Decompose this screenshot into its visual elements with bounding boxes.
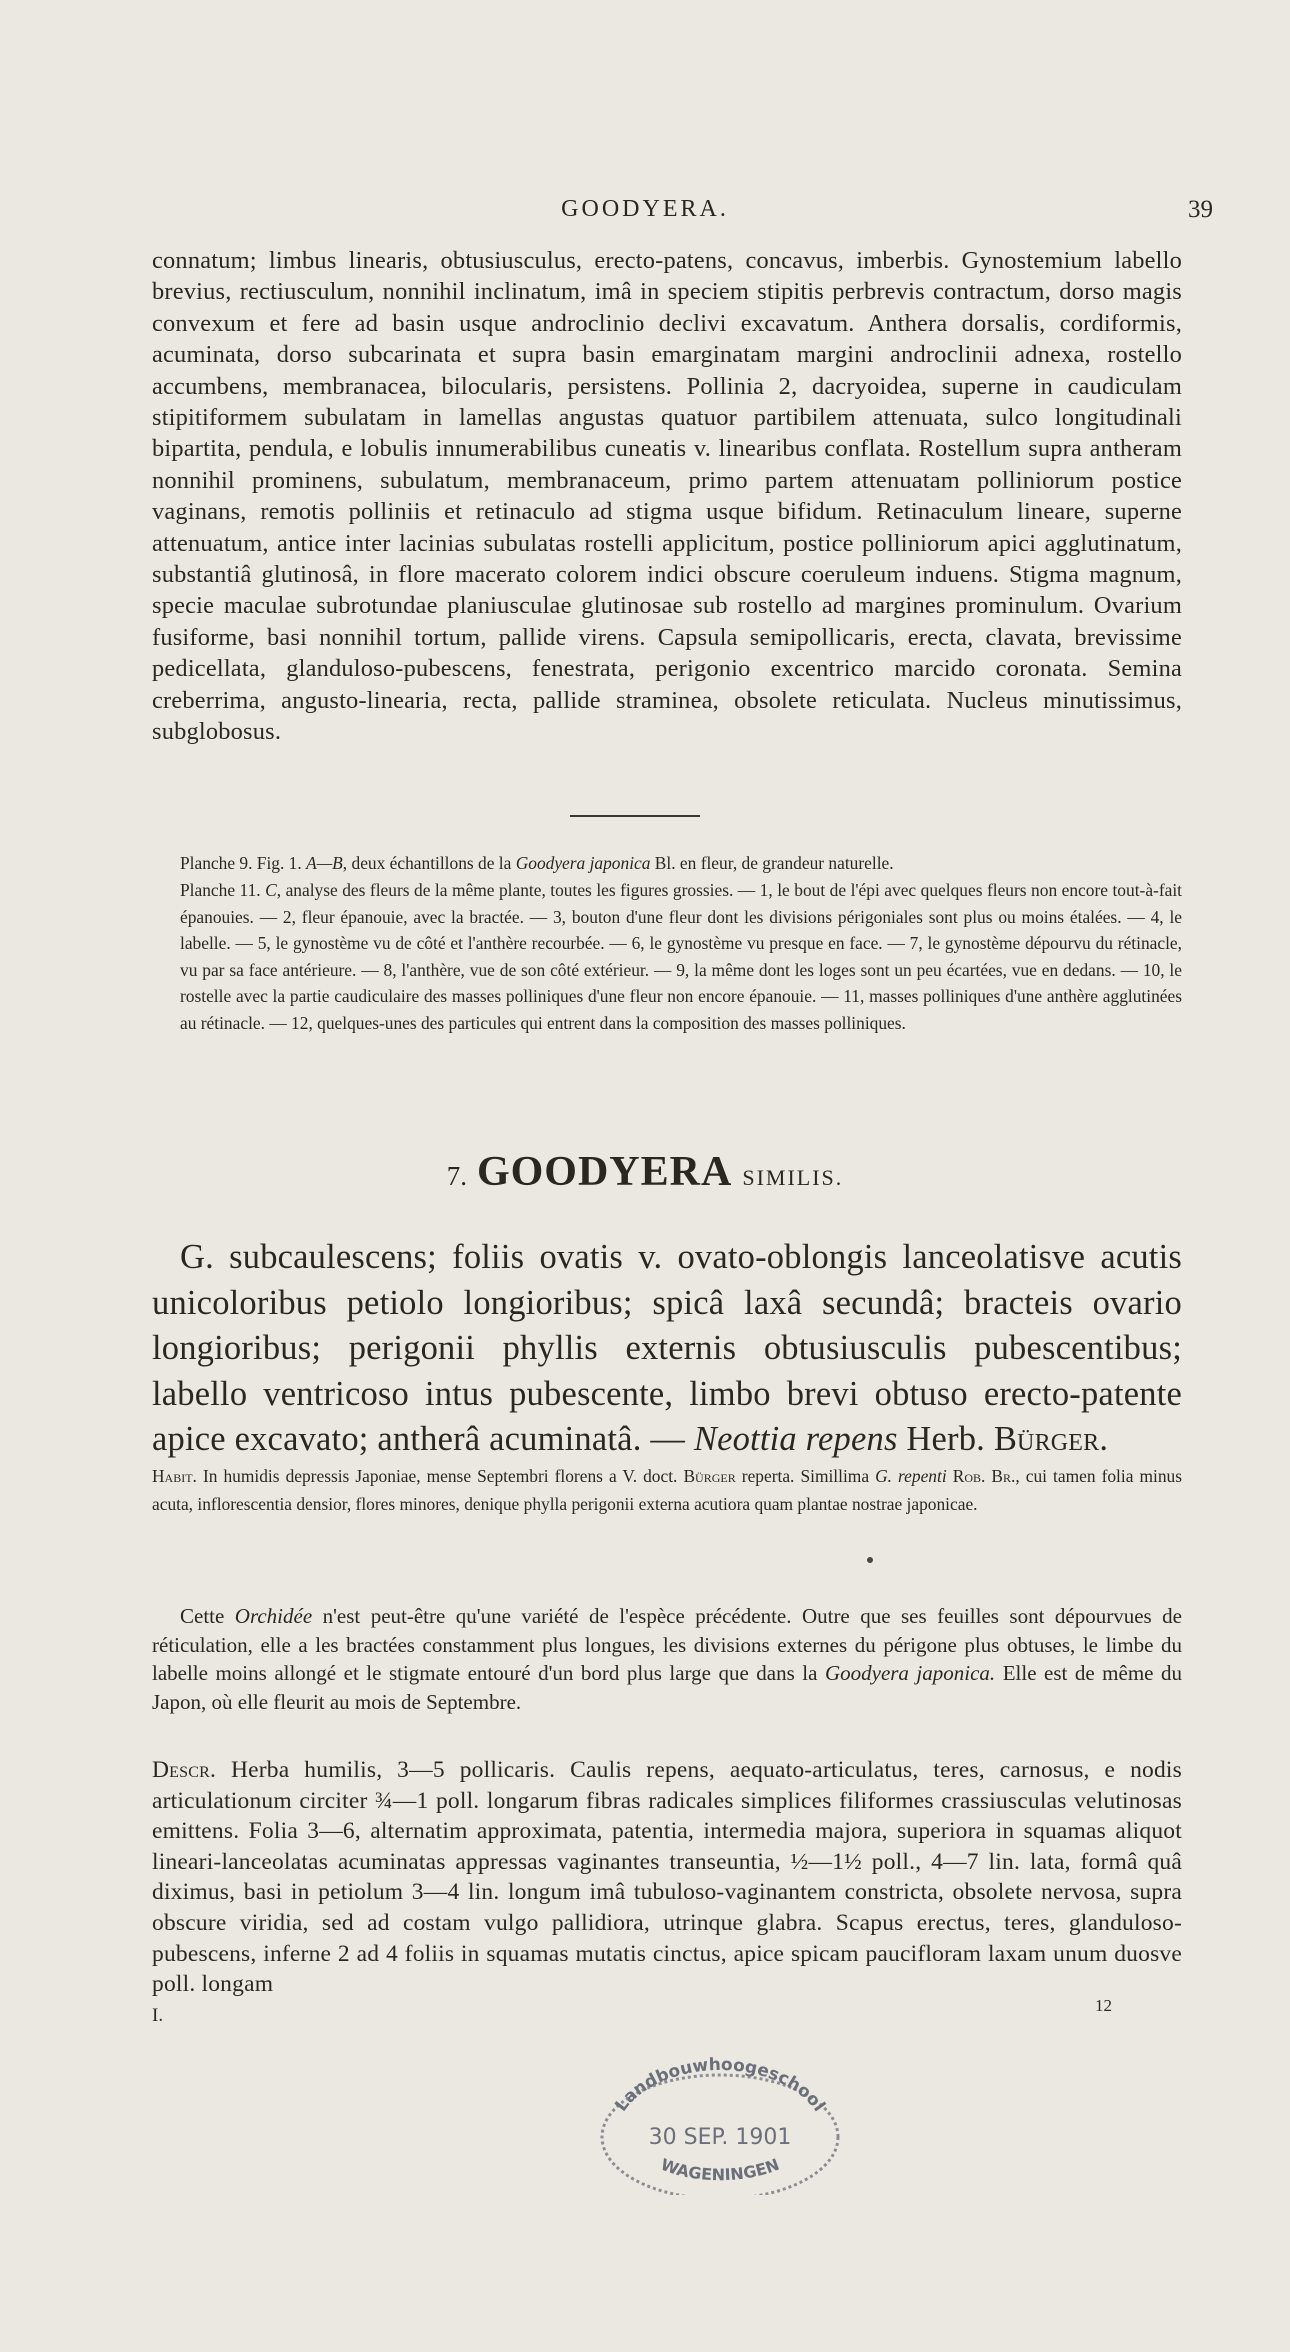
- library-stamp: [590, 2045, 850, 2195]
- habitat-text-3: , cui tamen folia minus acuta, inflorescentia densior, flores minores, denique phylla perigonii externa acutiora quam plantae nostrae japonicae.: [152, 1466, 1182, 1514]
- section-divider: [570, 815, 700, 817]
- plate-9-text: Planche 9. Fig. 1.: [180, 853, 307, 873]
- plate-9-figure-range: A—B: [306, 853, 343, 873]
- stamp-top-text: Landbouwhoogeschool: [611, 2054, 829, 2116]
- diagnosis-collector: Bürger.: [993, 1420, 1109, 1458]
- habitat-species: G. repenti: [875, 1466, 947, 1486]
- habitat-author: Rob. Br.: [946, 1466, 1016, 1486]
- stamp-bottom-text: WAGENINGEN: [658, 2154, 782, 2185]
- habitat-paragraph: [152, 1463, 1182, 1518]
- stamp-date: 30 SEP. 1901: [648, 2125, 792, 2150]
- plate-11-caption: [180, 877, 1182, 1036]
- habitat-label: Habit.: [152, 1466, 197, 1486]
- french-text: Cette: [180, 1604, 235, 1628]
- plate-11-text-2: , analyse des fleurs de la même plante, toutes les figures grossies. — 1, le bout de l'épi avec quelques fleurs non encore tout-à-fait épanouies. — 2, fleur épanouie, avec la bractée. — 3, bouton d'une fleur dont les divisions périgoniales sont plus ou moins étalées. — 4, le labelle. — 5, le gynostème vu de côté et l'anthère recourbée. — 6, le gynostème vu presque en face. — 7, le gynostème dépourvu du rétinacle, vu par sa face antérieure. — 8, l'anthère, vue de son côté extérieur. — 9, la même dont les loges sont un peu écartées, vue en dedans. — 10, le rostelle avec la partie caudiculaire des masses polliniques d'une fleur non encore épanouie. — 11, masses polliniques d'une anthère agglutinées au rétinacle. — 12, quelques-unes des particules qui entrent dans la composition des masses polliniques.: [180, 880, 1182, 1033]
- french-orchid: Orchidée: [234, 1604, 313, 1628]
- plate-9-species: Goodyera japonica: [515, 853, 651, 873]
- plate-9-caption: [180, 850, 1182, 877]
- running-title: GOODYERA.: [561, 196, 729, 222]
- habitat-text: In humidis depressis Japoniae, mense Septembri florens a V. doct.: [196, 1466, 684, 1486]
- plate-11-text: Planche 11.: [180, 880, 266, 900]
- plate-9-text-3: Bl. en fleur, de grandeur naturelle.: [650, 853, 894, 873]
- french-note: [152, 1602, 1182, 1716]
- french-text-3: Elle est de même du Japon, où elle fleurit au mois de Septembre.: [152, 1661, 1182, 1714]
- species-diagnosis: [152, 1235, 1182, 1463]
- species-genus: GOODYERA: [476, 1149, 733, 1195]
- french-species: Goodyera japonica.: [824, 1661, 996, 1685]
- ornament-dot: [867, 1557, 873, 1563]
- diagnosis-text: G. subcaulescens; foliis ovatis v. ovato-oblongis lanceolatisve acutis unicoloribus petiolo longioribus; spicâ laxâ secundâ; bracteis ovario longioribus; perigonii phyllis externis obtusiusculis pubescentibus; labello ventricoso intus pubescente, limbo brevi obtuso erecto-patente apice excavato; antherâ acuminatâ. —: [152, 1238, 1182, 1458]
- description-text: Herba humilis, 3—5 pollicaris. Caulis repens, aequato-articulatus, teres, carnosus, e nodis articulationum circiter ¾—1 poll. longarum fibras radicales simplices filiformes crassiusculas velutinosas emittens. Folia 3—6, alternatim approximata, patentia, intermedia majora, superiora in squamas aliquot lineari-lanceolatas acuminatas appressas vaginantes transeuntia, ½—1½ poll., 4—7 lin. lata, formâ quâ diximus, basi in petiolum 3—4 lin. longum imâ tubuloso-vaginantem constricta, obsolete nervosa, supra obscure viridia, sed ad costam vulgo pallidiora, utrinque glabra. Scapus erectus, teres, glanduloso-pubescens, inferne 2 ad 4 foliis in squamas mutatis cinctus, apice spicam paucifloram laxam unum duosve poll. longam: [152, 1757, 1182, 1998]
- plate-9-text-2: , deux échantillons de la: [342, 853, 516, 873]
- latin-description-continued: connatum; limbus linearis, obtusiusculus, erecto-patens, concavus, imberbis. Gynostemium labello brevius, rectiusculum, nonnihil inclinatum, imâ in speciem stipitis perbrevis contractum, dorso magis convexum et fere ad basin usque androclinio declivi excavatum. Anthera dorsalis, cordiformis, acuminata, dorso subcarinata et supra basin emarginatam margini androclinii adnexa, rostello accumbens, membranacea, bilocularis, persistens. Pollinia 2, dacryoidea, superne in caudiculam stipitiformem subulatam in lamellas angustas quatuor partibilem attenuata, sulco longitudinali bipartita, pendula, e lobulis innumerabilibus cuneatis v. linearibus conflata. Rostellum supra antheram nonnihil prominens, subulatum, membranaceum, primo partem attenuatam polliniorum postice vaginans, remotis polliniis et retinaculo ad stigma usque bifidum. Retinaculum lineare, superne attenuatum, antice inter lacinias subulatas rostelli applicitum, postice polliniorum apici agglutinatum, substantiâ glutinosâ, in flore macerato colorem indici obscure coeruleum induens. Stigma magnum, specie maculae subrotundae planiusculae glutinosae sub rostello ad margines prominulum. Ovarium fusiforme, basi nonnihil tortum, pallide virens. Capsula semipollicaris, erecta, clavata, brevissime pedicellata, glanduloso-pubescens, fenestrata, perigonio excentrico marcido coronata. Semina creberrima, angusto-linearia, recta, pallide straminea, obsolete reticulata. Nucleus minutissimus, subglobosus.: [152, 247, 1182, 746]
- diagnosis-synonym-author: Herb.: [897, 1420, 985, 1458]
- page-number: 39: [1188, 196, 1213, 223]
- species-number: 7.: [446, 1161, 467, 1191]
- species-heading: [0, 1148, 1290, 1196]
- description-paragraph: [152, 1755, 1182, 2000]
- diagnosis-synonym: Neottia repens: [693, 1420, 898, 1458]
- species-epithet: SIMILIS.: [742, 1165, 844, 1190]
- signature-mark-right: 12: [1095, 1996, 1112, 2015]
- description-label: Descr.: [152, 1757, 217, 1783]
- plate-11-figure: C: [265, 880, 277, 900]
- signature-mark-left: I.: [152, 2005, 164, 2026]
- french-text-2: n'est peut-être qu'une variété de l'espèce précédente. Outre que ses feuilles sont dépourvues de réticulation, elle a les bractées constamment plus longues, les divisions externes du périgone plus obtuses, le limbe du labelle moins allongé et le stigmate entouré d'un bord plus large que dans la: [152, 1604, 1182, 1685]
- running-head: [0, 196, 1290, 232]
- habitat-text-2: reperta. Simillima: [735, 1466, 876, 1486]
- habitat-collector: Bürger: [683, 1466, 736, 1486]
